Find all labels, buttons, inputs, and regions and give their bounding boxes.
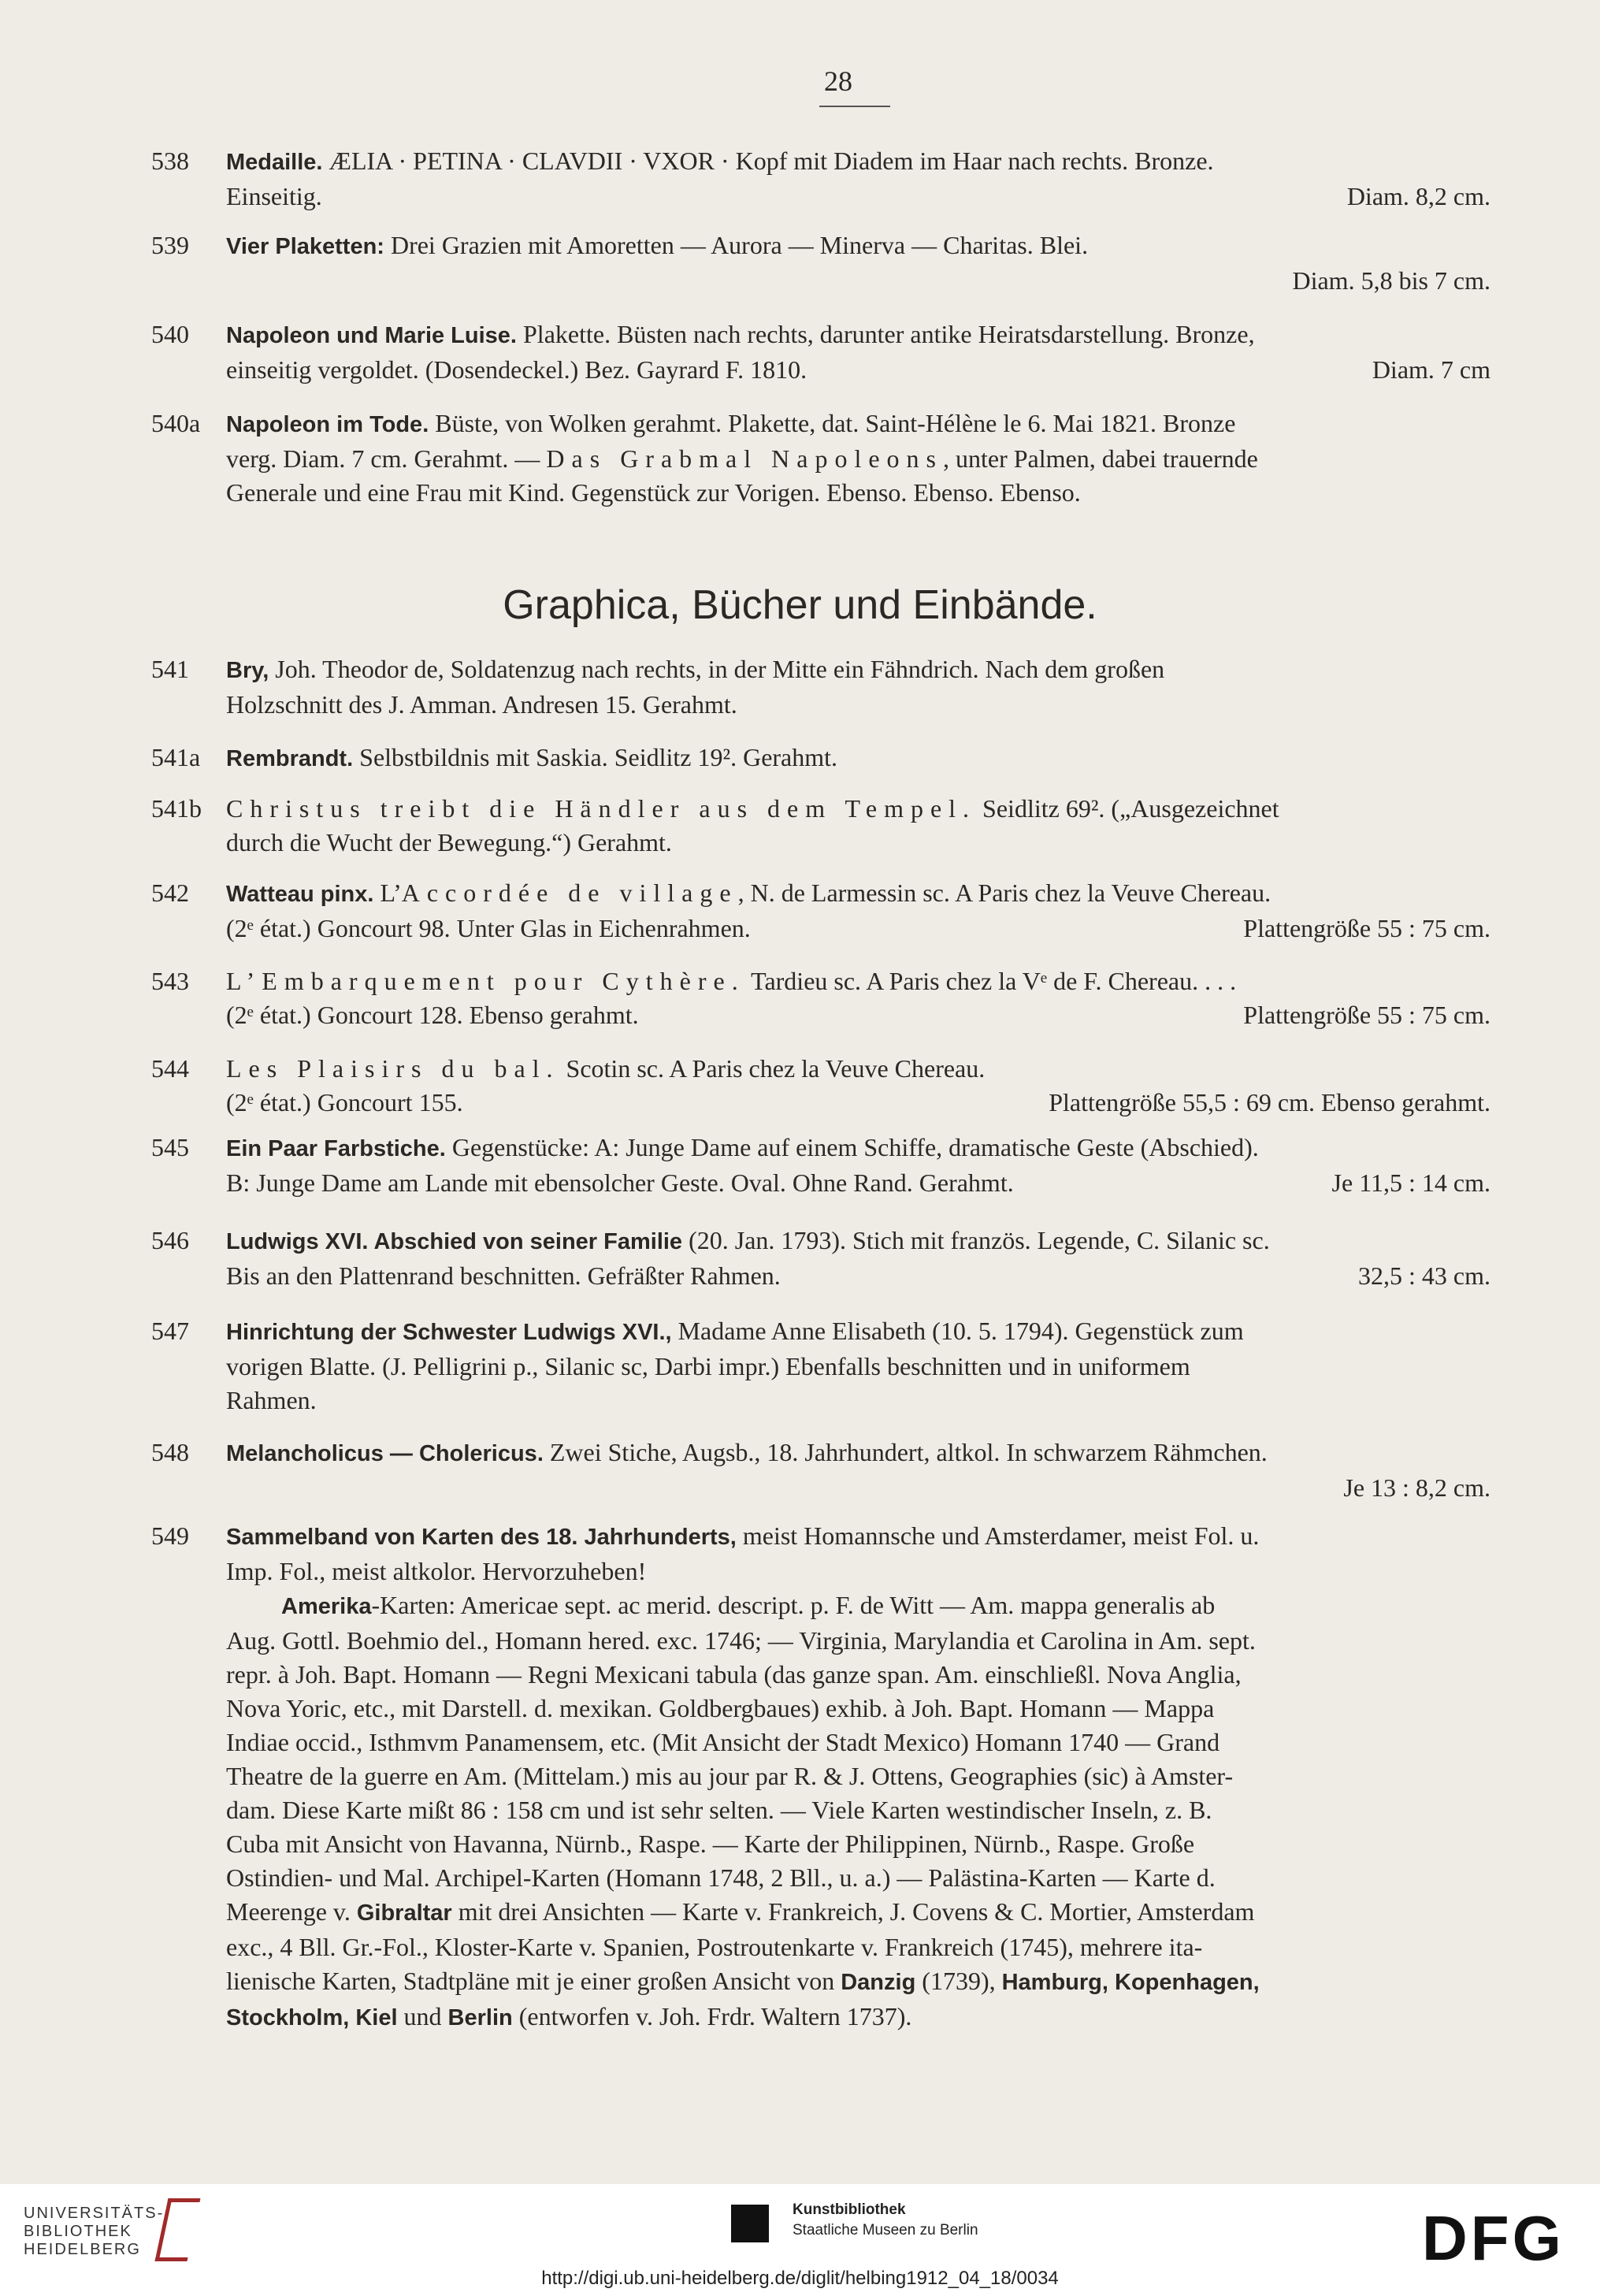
entry-text: repr. à Joh. Bapt. Homann — Regni Mexicani tabula (das ganze span. Am. einschließl. Nova Anglia, [226,1660,1242,1689]
entry-text: (20. Jan. 1793). Stich mit französ. Legende, C. Silanic sc. [682,1226,1270,1254]
page-number: 28 [824,65,852,97]
entry-place-bold: Hamburg, Kopenhagen, [1001,1970,1260,1995]
entry-text: mit drei Ansichten — Karte v. Frankreich, J. Covens & C. Mortier, Amsterdam [451,1897,1255,1926]
entry-538 [151,144,1522,214]
entry-number: 541b [151,794,202,823]
entry-number: 538 [151,147,189,175]
entry-subheading: Amerika [281,1594,372,1619]
entry-heading: Ein Paar Farbstiche. [226,1136,446,1161]
entry-text: Madame Anne Elisabeth (10. 5. 1794). Gegenstück zum [671,1317,1244,1345]
entry-text: Meerenge v. [226,1897,357,1926]
logo-text: BIBLIOTHEK [24,2223,132,2240]
entry-heading: Napoleon und Marie Luise. [226,323,517,348]
entry-heading: Hinrichtung der Schwester Ludwigs XVI., [226,1320,672,1345]
entry-541b [151,792,1522,860]
entry-number: 541 [151,655,189,683]
entry-544 [151,1052,1522,1120]
entry-title-spaced: Christus treibt die Händler aus dem Tempel. [226,794,977,823]
entry-number: 540a [151,409,201,437]
entry-measure: Diam. 5,8 bis 7 cm. [1292,266,1490,295]
ub-heidelberg-logo[interactable] [24,2205,164,2259]
entry-539 [151,228,1522,298]
entry-number: 541a [151,743,201,771]
logo-text: UNIVERSITÄTS- [24,2205,165,2222]
dfg-logo[interactable]: DFG [1422,2203,1565,2273]
entry-text: (entworfen v. Joh. Frdr. Waltern 1737). [512,2002,912,2030]
entry-number: 540 [151,320,189,348]
entry-text: Theatre de la guerre en Am. (Mittelam.) mis au jour par R. & J. Ottens, Geographies (sic) à Amster- [226,1762,1234,1790]
entry-measure: Diam. 7 cm [1372,355,1490,384]
entry-text: , unter Palmen, dabei trauernde [943,444,1258,473]
entry-number: 548 [151,1438,189,1466]
entry-548 [151,1436,1522,1505]
entry-542 [151,876,1522,946]
entry-heading: Bry, [226,658,269,683]
entry-text: verg. Diam. 7 cm. Gerahmt. — [226,444,547,473]
entry-heading: Napoleon im Tode. [226,412,429,437]
entry-place-bold: Stockholm, Kiel [226,2005,398,2030]
entry-measure: Je 13 : 8,2 cm. [1343,1473,1490,1502]
entry-text: Nova Yoric, etc., mit Darstell. d. mexikan. Goldbergbaues) exhib. à Joh. Bapt. Homann — Mappa [226,1694,1215,1722]
entry-text: Aug. Gottl. Boehmio del., Homann hered. exc. 1746; — Virginia, Marylandia et Carolina in Am. sept. [226,1626,1256,1655]
entry-text: B: Junge Dame am Lande mit ebensolcher Geste. Oval. Ohne Rand. Gerahmt. [226,1168,1014,1197]
entry-text: (2ᵉ état.) Goncourt 98. Unter Glas in Eichenrahmen. [226,914,751,942]
entry-text: Zwei Stiche, Augsb., 18. Jahrhundert, altkol. In schwarzem Rähmchen. [543,1438,1268,1466]
permalink-url[interactable]: http://digi.ub.uni-heidelberg.de/diglit/helbing1912_04_18/0034 [541,2268,1059,2289]
entry-text: vorigen Blatte. (J. Pelligrini p., Silanic sc, Darbi impr.) Ebenfalls beschnitten und in uniformem [226,1352,1190,1380]
entry-text: Plakette. Büsten nach rechts, darunter antike Heiratsdarstellung. Bronze, [517,320,1255,348]
entry-text: (2ᵉ état.) Goncourt 155. [226,1088,463,1116]
entry-number: 547 [151,1317,189,1345]
entry-text: Einseitig. [226,182,322,210]
section-title: Graphica, Bücher und Einbände. [503,582,1097,628]
entry-number: 543 [151,967,189,995]
entry-text: Scotin sc. A Paris chez la Veuve Chereau. [559,1054,986,1083]
entry-text: Selbstbildnis mit Saskia. Seidlitz 19². Gerahmt. [353,743,838,771]
entry-text: -Karten: Americae sept. ac merid. descript. p. F. de Witt — Am. mappa generalis ab [371,1591,1216,1619]
entry-text: Gegenstücke: A: Junge Dame auf einem Schiffe, dramatische Geste (Abschied). [445,1133,1259,1161]
entry-title-spaced: Les Plaisirs du bal. [226,1054,560,1083]
entry-heading: Medaille. [226,150,323,175]
entry-text: Drei Grazien mit Amoretten — Aurora — Minerva — Charitas. Blei. [384,231,1089,259]
entry-text: Joh. Theodor de, Soldatenzug nach rechts, in der Mitte ein Fähndrich. Nach dem großen [269,655,1165,683]
entry-text: , N. de Larmessin sc. A Paris chez la Veuve Chereau. [737,879,1271,907]
entry-number: 546 [151,1226,189,1254]
entry-text: Cuba mit Ansicht von Havanna, Nürnb., Raspe. — Karte der Philippinen, Nürnb., Raspe. Große [226,1830,1195,1858]
entry-place-bold: Gibraltar [356,1900,452,1926]
entry-540a [151,407,1522,510]
entry-number: 549 [151,1521,189,1550]
entry-measure: Je 11,5 : 14 cm. [1331,1168,1490,1197]
entry-text: Generale und eine Frau mit Kind. Gegenstück zur Vorigen. Ebenso. Ebenso. Ebenso. [226,478,1081,507]
entry-text: (1739), [915,1967,1002,1995]
entry-text: Imp. Fol., meist altkolor. Hervorzuheben! [226,1557,647,1585]
entry-text: einseitig vergoldet. (Dosendeckel.) Bez. Gayrard F. 1810. [226,355,807,384]
kunstbibliothek-logo[interactable] [793,2200,978,2241]
entry-title-spaced: Accordée de village [401,879,738,907]
entry-number: 544 [151,1054,189,1083]
entry-546 [151,1224,1522,1293]
entry-measure: Plattengröße 55,5 : 69 cm. Ebenso gerahmt. [1049,1088,1490,1116]
entry-text: durch die Wucht der Bewegung.“) Gerahmt. [226,828,672,856]
entry-heading: Watteau pinx. [226,882,374,907]
entry-text: Seidlitz 69². („Ausgezeichnet [976,794,1279,823]
entry-545 [151,1131,1522,1200]
entry-text: Büste, von Wolken gerahmt. Plakette, dat. Saint-Hélène le 6. Mai 1821. Bronze [429,409,1236,437]
entry-541 [151,652,1522,722]
entry-measure: Plattengröße 55 : 75 cm. [1243,1001,1490,1029]
entry-text: und [397,2002,448,2030]
entry-heading: Melancholicus — Cholericus. [226,1441,544,1466]
entry-heading: Vier Plaketten: [226,234,384,259]
entry-text: meist Homannsche und Amsterdamer, meist Fol. u. [736,1521,1260,1550]
entry-measure: Diam. 8,2 cm. [1346,182,1490,210]
entry-541a [151,741,1522,776]
entry-measure: 32,5 : 43 cm. [1358,1261,1490,1290]
entry-text: lienische Karten, Stadtpläne mit je einer großen Ansicht von [226,1967,841,1995]
entry-547 [151,1314,1522,1417]
page-number-rule [819,106,890,107]
entry-549 [151,1519,1522,2035]
entry-text: ÆLIA · PETINA · CLAVDII · VXOR · Kopf mit Diadem im Haar nach rechts. Bronze. [322,147,1214,175]
entry-title-spaced: L’Embarquement pour Cythère. [226,967,745,995]
entry-number: 539 [151,231,189,259]
entry-heading: Sammelband von Karten des 18. Jahrhunderts, [226,1525,737,1550]
entry-text: dam. Diese Karte mißt 86 : 158 cm und ist sehr selten. — Viele Karten westindischer Inseln, z. B. [226,1796,1212,1824]
logo-text: HEIDELBERG [24,2241,141,2258]
entry-measure: Plattengröße 55 : 75 cm. [1243,914,1490,942]
entry-text: (2ᵉ état.) Goncourt 128. Ebenso gerahmt. [226,1001,639,1029]
entry-place-bold: Berlin [447,2005,513,2030]
entry-heading: Ludwigs XVI. Abschied von seiner Familie [226,1229,683,1254]
entry-title-spaced: Das Grabmal Napoleons [546,444,943,473]
entry-text: Ostindien- und Mal. Archipel-Karten (Homann 1748, 2 Bll., u. a.) — Palästina-Karten — Karte d. [226,1863,1216,1892]
entry-540 [151,318,1522,387]
entry-number: 545 [151,1133,189,1161]
entry-text: Rahmen. [226,1386,317,1414]
logo-title: Kunstbibliothek [793,2201,906,2218]
entry-text: L’ [373,879,402,907]
entry-number: 542 [151,879,189,907]
entry-place-bold: Danzig [841,1970,916,1995]
entry-text: Bis an den Plattenrand beschnitten. Gefräßter Rahmen. [226,1261,781,1290]
entry-text: Holzschnitt des J. Amman. Andresen 15. Gerahmt. [226,690,737,719]
entry-heading: Rembrandt. [226,746,354,771]
logo-subtitle: Staatliche Museen zu Berlin [793,2222,978,2238]
entry-text: exc., 4 Bll. Gr.-Fol., Kloster-Karte v. Spanien, Postroutenkarte v. Frankreich (1745), mehrere ita- [226,1933,1203,1961]
kunstbibliothek-logo-icon [731,2205,769,2242]
entry-543 [151,964,1522,1032]
entry-text: Indiae occid., Isthmvm Panamensem, etc. (Mit Ansicht der Stadt Mexico) Homann 1740 — Grand [226,1728,1220,1756]
entry-text: Tardieu sc. A Paris chez la Vᵉ de F. Chereau. . . . [744,967,1237,995]
